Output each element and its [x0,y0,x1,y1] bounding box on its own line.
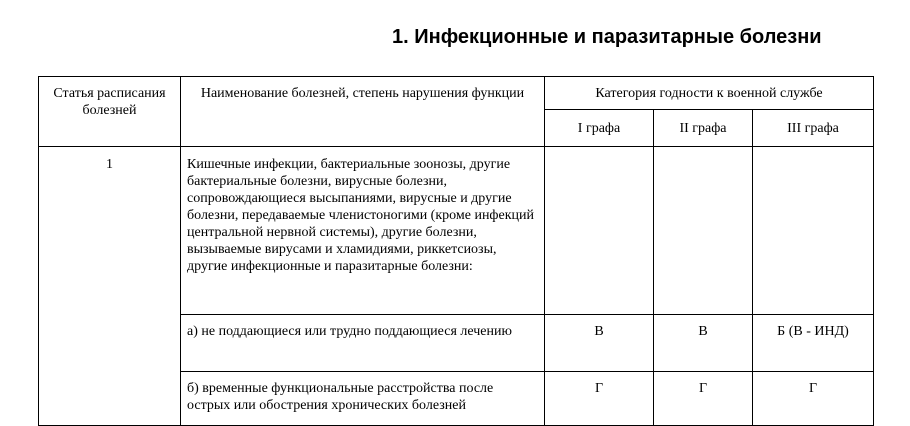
category-col-2: Г [654,372,753,426]
header-col-2: II графа [654,110,753,147]
illness-description: а) не поддающиеся или трудно поддающиеся лечению [181,315,545,372]
page-title: 1. Инфекционные и паразитарные болезни [392,26,822,48]
header-col-3: III графа [753,110,874,147]
illness-description: б) временные функциональные расстройства после острых или обострения хронических болезней [181,372,545,426]
header-row [39,77,874,110]
category-col-3: Г [753,372,874,426]
table-row [39,147,874,315]
header-article: Статья расписания болезней [39,77,181,147]
illness-schedule-table [38,76,874,426]
category-col-2 [654,147,753,315]
category-col-2: В [654,315,753,372]
category-col-3: Б (В - ИНД) [753,315,874,372]
article-number: 1 [39,147,181,426]
category-col-1: Г [545,372,654,426]
header-category: Категория годности к военной службе [545,77,874,110]
category-col-1: В [545,315,654,372]
category-col-3 [753,147,874,315]
illness-description: Кишечные инфекции, бактериальные зоонозы, другие бактериальные болезни, вирусные болезни, сопровождающиеся высыпаниями, вирусные и другие болезни, передаваемые членистоногими (кроме инфекций центральной нервной системы), другие болезни, вызываемые вирусами и хламидиями, риккетсиозы, другие инфекционные и паразитарные болезни: [181,147,545,315]
header-col-1: I графа [545,110,654,147]
header-name: Наименование болезней, степень нарушения функции [181,77,545,147]
category-col-1 [545,147,654,315]
